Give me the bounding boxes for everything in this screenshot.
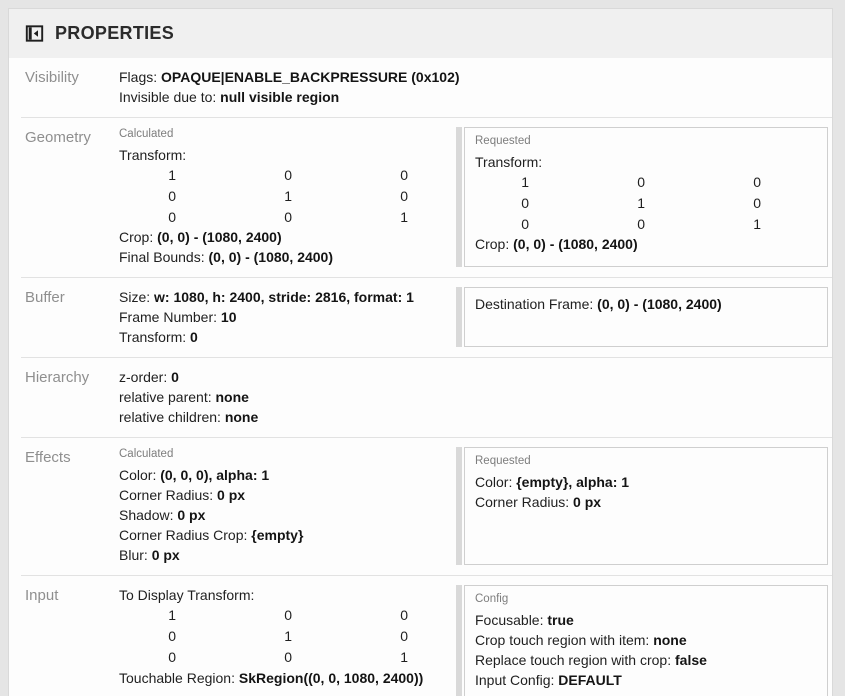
property-label: Invisible due to:	[119, 89, 221, 105]
property-row	[119, 327, 456, 347]
matrix-cell: 1	[168, 167, 176, 183]
property-label: Focusable:	[475, 612, 548, 629]
section-right-column	[456, 367, 828, 427]
section-geometry	[9, 118, 832, 277]
matrix-cell: 0	[400, 628, 408, 645]
property-row	[119, 227, 456, 247]
matrix-cell: 0	[753, 174, 761, 190]
matrix-cell: 1	[400, 648, 408, 665]
transform-matrix	[475, 172, 817, 234]
requested-box	[464, 585, 828, 696]
property-value: 10	[220, 309, 237, 326]
section-left-column	[119, 585, 456, 696]
property-label: Crop touch region with item:	[475, 632, 654, 649]
property-label: Blur:	[119, 547, 152, 564]
property-value: 0 px	[151, 547, 180, 564]
section-right-column	[456, 447, 828, 565]
section-right-column	[456, 287, 828, 347]
property-row	[475, 472, 817, 492]
property-label: Transform:	[119, 147, 187, 163]
property-label: Input Config:	[475, 672, 559, 689]
group-heading: Calculated	[119, 448, 174, 461]
property-label: Crop:	[119, 229, 158, 246]
requested-box	[464, 447, 828, 565]
property-label: Size:	[119, 289, 155, 306]
requested-box	[464, 287, 828, 347]
section-buffer	[9, 278, 832, 357]
property-row	[119, 545, 456, 565]
matrix-cell: 0	[168, 648, 176, 665]
property-row	[119, 668, 456, 688]
property-row	[119, 287, 456, 307]
property-label: Crop:	[475, 236, 514, 253]
section-effects	[9, 438, 832, 575]
property-row	[119, 525, 456, 545]
group-heading: Calculated	[119, 128, 174, 140]
group-heading: Requested	[475, 135, 531, 147]
section-label: Visibility	[25, 69, 79, 86]
property-label: Transform:	[119, 329, 191, 346]
property-value: SkRegion((0, 0, 1080, 2400))	[238, 669, 424, 686]
property-value: null visible region	[220, 89, 340, 105]
property-row	[475, 670, 817, 690]
section-left-column	[119, 447, 456, 565]
matrix-cell: 0	[400, 187, 408, 204]
property-value: 0 px	[217, 487, 246, 504]
property-label: Corner Radius:	[475, 494, 574, 511]
box-side-bar	[456, 127, 462, 267]
matrix-cell: 0	[284, 648, 292, 665]
property-row	[475, 152, 817, 172]
matrix-cell: 1	[753, 215, 761, 232]
property-value: 0 px	[177, 507, 206, 524]
property-row	[119, 485, 456, 505]
section-right-column	[456, 67, 828, 107]
box-side-bar	[456, 585, 462, 696]
property-value: (0, 0, 0), alpha: 1	[160, 467, 270, 484]
group-heading: Config	[475, 593, 509, 606]
matrix-cell: 0	[168, 208, 176, 225]
property-value: none	[215, 389, 249, 406]
property-label: Frame Number:	[119, 309, 221, 326]
property-row	[475, 650, 817, 670]
matrix-cell: 0	[637, 174, 645, 190]
property-value: false	[675, 652, 707, 669]
group-heading: Requested	[475, 455, 531, 468]
section-label: Hierarchy	[25, 369, 90, 387]
matrix-cell: 0	[637, 215, 645, 232]
property-row	[119, 67, 460, 87]
property-row	[475, 294, 817, 314]
property-row	[475, 610, 817, 630]
property-row	[119, 87, 456, 107]
property-row	[119, 367, 456, 387]
property-label: Flags:	[119, 69, 162, 85]
property-row	[119, 585, 456, 605]
matrix-cell: 0	[284, 167, 292, 183]
matrix-cell: 0	[400, 607, 408, 624]
property-label: Final Bounds:	[119, 249, 209, 266]
property-value: 0 px	[573, 494, 602, 511]
matrix-cell: 0	[284, 208, 292, 225]
property-row	[475, 492, 817, 512]
left-panel-close-icon	[24, 23, 45, 44]
matrix-cell: 1	[521, 174, 529, 190]
property-row	[119, 505, 456, 525]
properties-panel	[8, 8, 833, 696]
matrix-cell: 0	[400, 167, 408, 183]
matrix-cell: 0	[284, 607, 292, 624]
transform-matrix	[119, 605, 456, 667]
property-label: To Display Transform:	[119, 587, 255, 604]
section-left-column	[119, 367, 456, 427]
property-value: w: 1080, h: 2400, stride: 2816, format: 1	[154, 289, 414, 306]
property-label: relative parent:	[119, 389, 216, 406]
property-label: Replace touch region with crop:	[475, 652, 675, 669]
section-visibility	[9, 58, 832, 117]
section-hierarchy	[9, 358, 832, 437]
collapse-panel-button[interactable]	[23, 23, 45, 45]
section-right-column	[456, 585, 828, 696]
property-label: relative children:	[119, 409, 225, 426]
section-left-column	[119, 127, 456, 267]
matrix-cell: 0	[168, 187, 176, 204]
property-value: {empty}, alpha: 1	[516, 474, 630, 491]
property-value: true	[547, 612, 574, 629]
property-label: Touchable Region:	[119, 669, 239, 686]
matrix-cell: 1	[400, 208, 408, 225]
section-label: Geometry	[25, 129, 91, 146]
property-label: Shadow:	[119, 507, 178, 524]
matrix-cell: 0	[753, 194, 761, 211]
section-left-column	[119, 67, 460, 107]
property-value: (0, 0) - (1080, 2400)	[208, 249, 334, 266]
property-value: DEFAULT	[558, 672, 622, 689]
property-row	[119, 465, 456, 485]
property-label: Transform:	[475, 154, 543, 170]
section-left-column	[119, 287, 456, 347]
section-label: Input	[25, 587, 59, 605]
property-value: (0, 0) - (1080, 2400)	[157, 229, 282, 246]
matrix-cell: 1	[168, 607, 176, 624]
requested-box	[464, 127, 828, 267]
property-row	[119, 407, 456, 427]
panel-title: PROPERTIES	[55, 23, 175, 43]
property-label: z-order:	[119, 369, 172, 386]
matrix-cell: 0	[521, 215, 529, 232]
property-value: 0	[190, 329, 198, 346]
property-value: none	[653, 632, 687, 649]
property-row	[475, 630, 817, 650]
property-label: Color:	[119, 467, 161, 484]
matrix-cell: 1	[284, 187, 292, 204]
transform-matrix	[119, 165, 456, 227]
property-row	[119, 247, 456, 267]
property-row	[119, 145, 456, 165]
property-row	[119, 387, 456, 407]
matrix-cell: 1	[284, 628, 292, 645]
property-row	[475, 234, 817, 254]
property-label: Corner Radius Crop:	[119, 527, 252, 544]
section-label: Buffer	[25, 289, 65, 307]
property-value: none	[224, 409, 259, 426]
panel-header	[9, 9, 832, 58]
property-label: Corner Radius:	[119, 487, 218, 504]
section-right-column	[456, 127, 828, 267]
matrix-cell: 1	[637, 194, 645, 211]
property-value: (0, 0) - (1080, 2400)	[513, 236, 638, 253]
property-value: OPAQUE|ENABLE_BACKPRESSURE (0x102)	[161, 69, 460, 85]
property-value: 0	[171, 369, 179, 386]
property-value: {empty}	[251, 527, 304, 544]
property-label: Color:	[475, 474, 517, 491]
box-side-bar	[456, 447, 462, 565]
section-label: Effects	[25, 449, 71, 467]
matrix-cell: 0	[521, 194, 529, 211]
box-side-bar	[456, 287, 462, 347]
property-value: (0, 0) - (1080, 2400)	[597, 296, 722, 313]
matrix-cell: 0	[168, 628, 176, 645]
property-label: Destination Frame:	[475, 296, 598, 313]
sections	[9, 58, 832, 696]
property-row	[119, 307, 456, 327]
section-input	[9, 576, 832, 696]
